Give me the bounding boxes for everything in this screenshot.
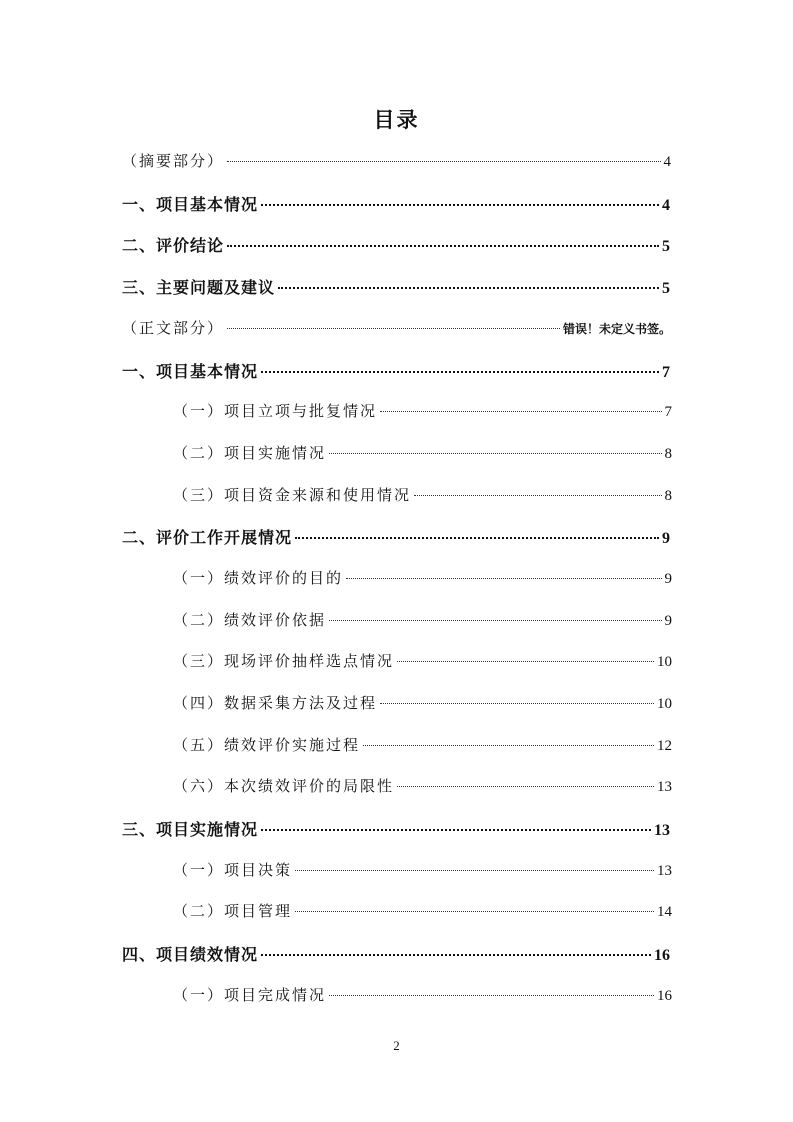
dot-leader xyxy=(261,954,651,956)
toc-entry-management[interactable] xyxy=(173,900,672,924)
toc-entry-label: （四）数据采集方法及过程 xyxy=(173,694,378,712)
toc-entry-label: （一）项目完成情况 xyxy=(173,986,327,1004)
dot-leader xyxy=(295,537,659,539)
toc-title: 目录 xyxy=(373,108,420,132)
toc-entry-issues[interactable] xyxy=(122,275,670,299)
toc-page-number: 5 xyxy=(662,238,670,255)
toc-entry-sampling[interactable] xyxy=(173,650,672,674)
toc-page-number: 9 xyxy=(664,571,672,587)
toc-entry-basis[interactable] xyxy=(173,609,672,633)
toc-entry-project-basics[interactable] xyxy=(122,192,670,216)
toc-page-number: 9 xyxy=(662,530,670,547)
dot-leader xyxy=(397,786,654,787)
toc-entry-label: （一）绩效评价的目的 xyxy=(173,569,344,587)
dot-leader xyxy=(397,661,654,662)
toc-page-number: 13 xyxy=(657,779,672,795)
toc-entry-label: （五）绩效评价实施过程 xyxy=(173,736,361,754)
toc-entry-project-basics-2[interactable] xyxy=(122,359,670,383)
toc-page-number: 4 xyxy=(662,197,670,214)
dot-leader xyxy=(278,287,659,289)
toc-page-number: 13 xyxy=(654,822,670,839)
dot-leader xyxy=(380,411,661,412)
toc-page-number: 8 xyxy=(664,488,672,504)
toc-page-number-error: 错误！未定义书签。 xyxy=(562,322,671,336)
toc-page-number: 14 xyxy=(657,904,672,920)
dot-leader xyxy=(363,745,654,746)
toc-entry-label: （一）项目决策 xyxy=(173,861,293,879)
dot-leader xyxy=(295,870,654,871)
dot-leader xyxy=(227,161,660,162)
dot-leader xyxy=(261,371,659,373)
toc-page-number: 7 xyxy=(664,404,672,420)
toc-entry-body[interactable] xyxy=(122,317,671,341)
toc-entry-label: （一）项目立项与批复情况 xyxy=(173,402,378,420)
dot-leader xyxy=(261,829,651,831)
toc-entry-label: 三、主要问题及建议 xyxy=(122,278,276,297)
toc-entry-decision[interactable] xyxy=(173,859,672,883)
toc-entry-completion[interactable] xyxy=(173,984,672,1008)
toc-entry-label: （二）项目实施情况 xyxy=(173,444,327,462)
toc-entry-label: 二、评价结论 xyxy=(122,236,225,255)
dot-leader xyxy=(261,204,659,206)
toc-page-number: 12 xyxy=(657,738,672,754)
toc-page-number: 10 xyxy=(657,654,672,670)
toc-entry-conclusion[interactable] xyxy=(122,233,670,257)
toc-entry-label: （正文部分） xyxy=(122,319,225,337)
toc-entry-limitations[interactable] xyxy=(173,775,672,799)
toc-entry-purpose[interactable] xyxy=(173,567,672,591)
dot-leader xyxy=(295,911,654,912)
toc-entry-label: （六）本次绩效评价的局限性 xyxy=(173,777,395,795)
toc-page-number: 10 xyxy=(657,696,672,712)
toc-entry-label: （三）现场评价抽样选点情况 xyxy=(173,652,395,670)
dot-leader xyxy=(227,245,659,247)
toc-entry-label: （三）项目资金来源和使用情况 xyxy=(173,486,412,504)
dot-leader xyxy=(329,453,661,454)
toc-page-number: 16 xyxy=(654,947,670,964)
toc-entry-label: （二）项目管理 xyxy=(173,902,293,920)
dot-leader xyxy=(380,703,654,704)
toc-entry-implementation[interactable] xyxy=(173,442,672,466)
toc-entry-abstract[interactable] xyxy=(122,150,671,174)
dot-leader xyxy=(329,620,661,621)
toc-page-number: 4 xyxy=(663,154,671,170)
toc-entry-label: 一、项目基本情况 xyxy=(122,362,259,381)
toc-entry-funding[interactable] xyxy=(173,484,672,508)
toc-entry-process[interactable] xyxy=(173,734,672,758)
toc-entry-project-implementation[interactable] xyxy=(122,817,670,841)
dot-leader xyxy=(227,328,560,329)
toc-entry-label: 四、项目绩效情况 xyxy=(122,945,259,964)
toc-page-number: 8 xyxy=(664,446,672,462)
dot-leader xyxy=(414,495,661,496)
toc-entry-label: 一、项目基本情况 xyxy=(122,195,259,214)
toc-page-number: 16 xyxy=(657,988,672,1004)
toc-page-number: 9 xyxy=(664,613,672,629)
toc-page-number: 7 xyxy=(662,364,670,381)
toc-entry-evaluation-work[interactable] xyxy=(122,525,670,549)
toc-entry-label: 三、项目实施情况 xyxy=(122,820,259,839)
toc-page-number: 13 xyxy=(657,863,672,879)
toc-entry-approval[interactable] xyxy=(173,400,672,424)
toc-entry-label: （摘要部分） xyxy=(122,152,225,170)
toc-entry-performance[interactable] xyxy=(122,942,670,966)
toc-entry-label: 二、评价工作开展情况 xyxy=(122,528,293,547)
toc-page-number: 5 xyxy=(662,280,670,297)
dot-leader xyxy=(329,995,654,996)
dot-leader xyxy=(346,578,661,579)
toc-entry-label: （二）绩效评价依据 xyxy=(173,611,327,629)
toc-entry-data-collection[interactable] xyxy=(173,692,672,716)
footer-page-number: 2 xyxy=(393,1038,400,1053)
